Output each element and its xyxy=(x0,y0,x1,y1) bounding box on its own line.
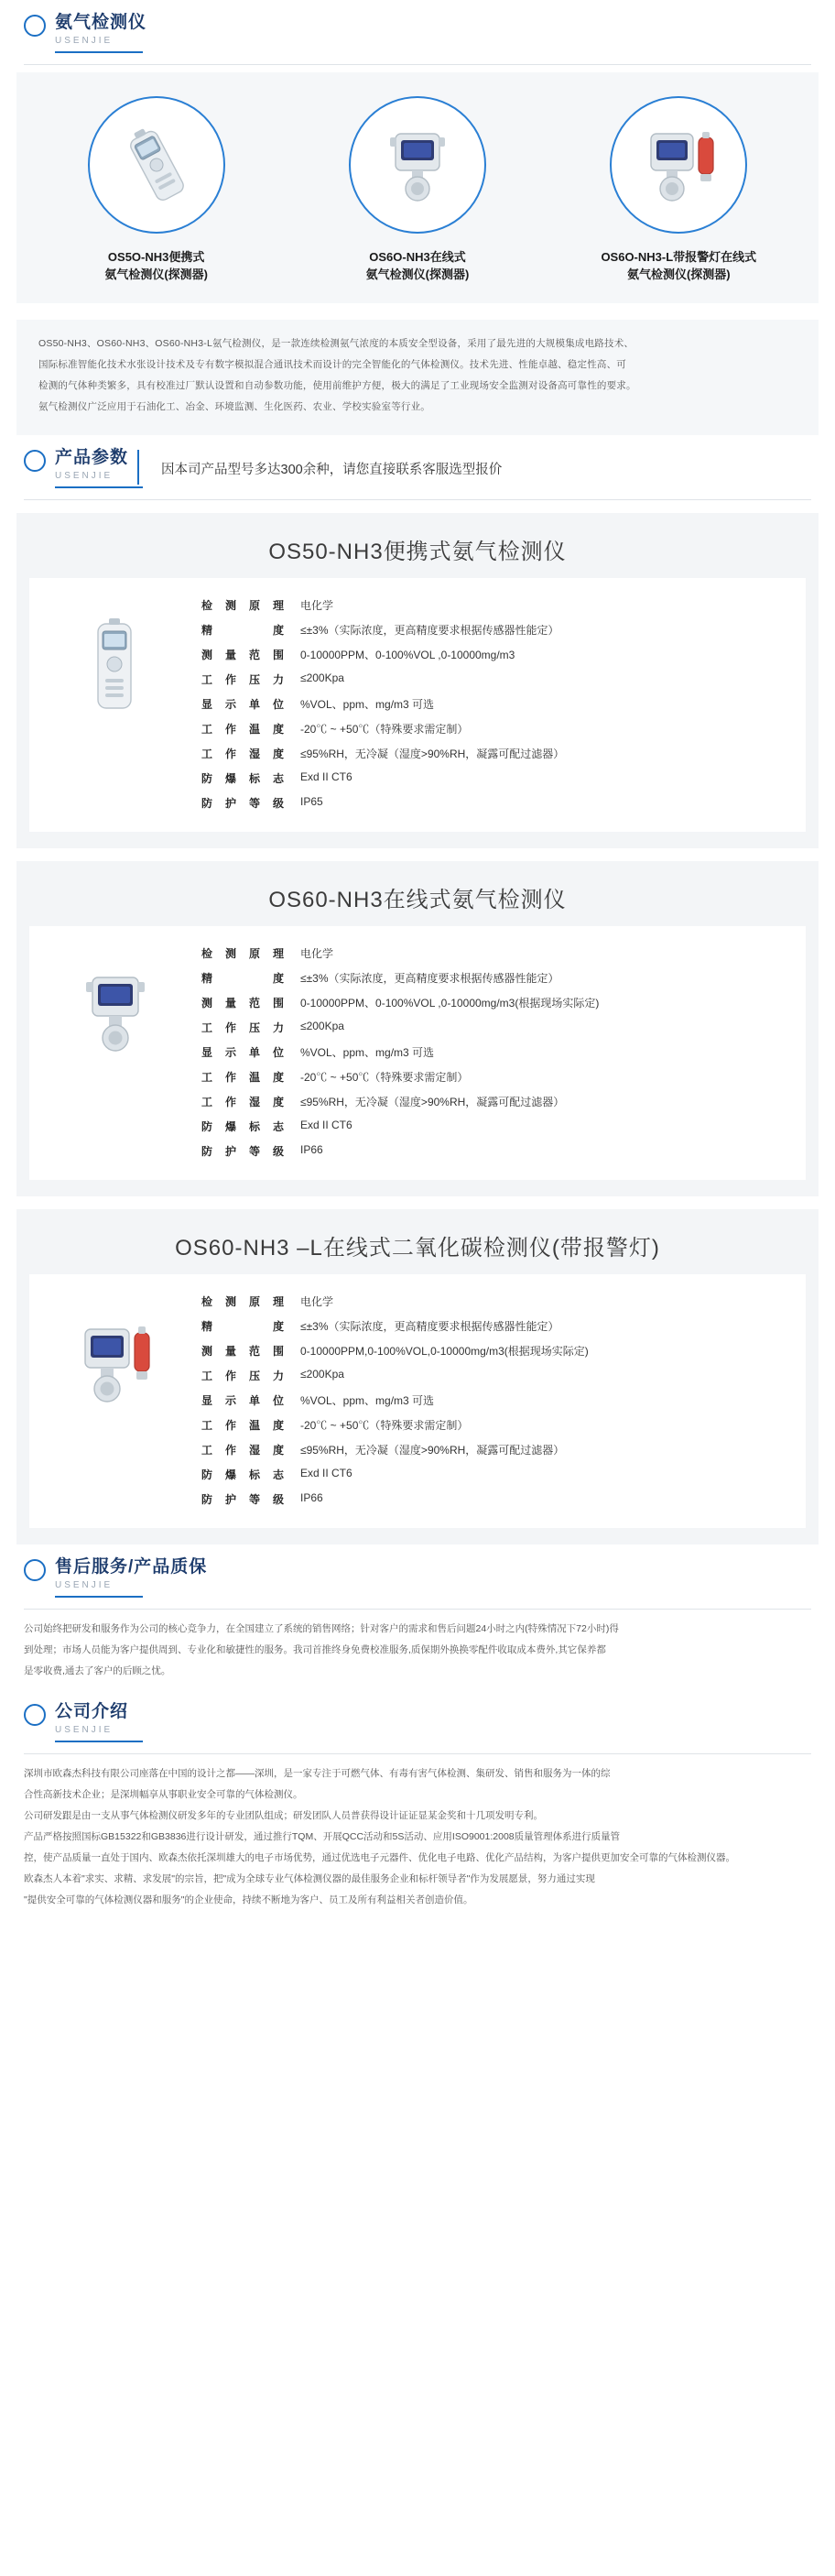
fixed-detector-alarm-icon xyxy=(61,1302,169,1448)
section-header-text xyxy=(55,1702,143,1742)
fixed-detector-icon xyxy=(363,110,472,220)
spec-value: %VOL、ppm、mg/m3 可选 xyxy=(300,1394,435,1407)
spec-value: IP66 xyxy=(300,1143,323,1156)
product-block xyxy=(16,513,819,848)
hero-row xyxy=(26,96,809,283)
spec-value: ≤95%RH，无冷凝（湿度>90%RH，凝露可配过滤器） xyxy=(300,1444,565,1457)
title-underline xyxy=(55,1596,143,1598)
spec-label: 工作压力 xyxy=(201,1370,284,1382)
spec-row xyxy=(201,617,564,642)
spec-row xyxy=(201,692,564,716)
spec-label: 防护等级 xyxy=(201,1493,284,1506)
bottom-spacer xyxy=(0,1918,835,1935)
hero-caption xyxy=(555,248,802,283)
spec-label: 防护等级 xyxy=(201,797,284,810)
spec-value: ≤±3%（实际浓度，更高精度要求根据传感器性能定） xyxy=(300,624,559,637)
section-header-text xyxy=(55,448,143,488)
spec-row xyxy=(201,741,564,766)
spec-value: ≤200Kpa xyxy=(300,671,344,684)
circle-icon xyxy=(24,1559,46,1581)
desc-line: 国际标准智能化技术水张设计技术及专有数字模拟混合通讯技术而设计的完全智能化的气体检测仪。技术先进、性能卓越、稳定性高、可 xyxy=(38,359,626,370)
spec-row xyxy=(201,1462,589,1487)
spec-value: 电化学 xyxy=(300,599,334,612)
spec-value: ≤±3%（实际浓度，更高精度要求根据传感器性能定） xyxy=(300,972,559,985)
spec-row xyxy=(201,1015,599,1040)
spec-label: 显示单位 xyxy=(201,698,284,711)
spec-value: 电化学 xyxy=(300,947,334,960)
spec-label: 显示单位 xyxy=(201,1394,284,1407)
spec-label: 测量范围 xyxy=(201,1345,284,1358)
hero-item-fixed-alarm[interactable] xyxy=(555,96,802,283)
fixed-detector-alarm-icon xyxy=(624,110,733,220)
product-image xyxy=(29,1289,201,1448)
company-line: 欧森杰人本着"求实、求精、求发展"的宗旨，把"成为全球专业气体检测仪器的最佳服务企业和标杆领导者"作为发展愿景，努力通过实现 xyxy=(24,1873,595,1884)
product-image xyxy=(29,941,201,1100)
hero-circle-frame xyxy=(610,96,747,234)
product-body xyxy=(29,926,806,1180)
hero-banner xyxy=(16,72,819,303)
spec-value: ≤200Kpa xyxy=(300,1020,344,1032)
params-note: 因本司产品型号多达300余种，请您直接联系客服选型报价 xyxy=(161,463,503,477)
hero-caption xyxy=(294,248,541,283)
spec-label: 精 度 xyxy=(201,1320,284,1333)
spec-value: 电化学 xyxy=(300,1295,334,1308)
service-line: 是零收费,通去了客户的后顾之忧。 xyxy=(24,1665,171,1676)
spec-row xyxy=(201,1413,589,1437)
section-header-text xyxy=(55,1557,207,1598)
spec-value: ≤95%RH，无冷凝（湿度>90%RH，凝露可配过滤器） xyxy=(300,748,565,760)
section-title: 公司介绍 xyxy=(55,1702,129,1721)
spec-value: 0-10000PPM,0-100%VOL,0-10000mg/m3(根据现场实际定) xyxy=(300,1345,589,1358)
hero-item-portable[interactable] xyxy=(33,96,280,283)
product-description xyxy=(16,320,819,435)
product-block xyxy=(16,861,819,1196)
product-image xyxy=(29,593,201,743)
section-header-text xyxy=(55,13,146,53)
spec-row xyxy=(201,1064,599,1089)
title-underline xyxy=(55,51,143,53)
spec-label: 工作温度 xyxy=(201,1419,284,1432)
spec-value: Exd II CT6 xyxy=(300,1119,352,1131)
header-divider xyxy=(24,64,811,65)
brand-subtitle: USENJIE xyxy=(55,36,114,46)
spec-value: IP66 xyxy=(300,1491,323,1504)
spec-label: 工作湿度 xyxy=(201,1444,284,1457)
hero-caption-line2: 氨气检测仪(探测器) xyxy=(626,267,731,281)
product-title: OS50-NH3便携式氨气检测仪 xyxy=(268,540,567,564)
desc-line: OS50-NH3、OS60-NH3、OS60-NH3-L氨气检测仪，是一款连续检测氨气浓度的本质安全型设备，采用了最先进的大规模集成电路技术、 xyxy=(38,338,634,349)
portable-detector-icon xyxy=(65,606,166,743)
spec-value: ≤200Kpa xyxy=(300,1368,344,1381)
hero-item-fixed[interactable] xyxy=(294,96,541,283)
spec-label: 精 度 xyxy=(201,624,284,637)
spec-table xyxy=(201,1289,589,1512)
spec-label: 检测原理 xyxy=(201,1295,284,1308)
spec-row xyxy=(201,1089,599,1114)
spec-table xyxy=(201,593,564,815)
company-line: 深圳市欧森杰科技有限公司座落在中国的设计之都——深圳，是一家专注于可燃气体、有毒有害气体检测、集研发、销售和服务为一体的综 xyxy=(24,1768,611,1779)
hero-caption-line1: OS6O-NH3在线式 xyxy=(369,250,466,264)
section-header-params-wrap xyxy=(0,435,835,494)
brand-subtitle: USENJIE xyxy=(55,1580,114,1590)
hero-circle-frame xyxy=(88,96,225,234)
spec-value: IP65 xyxy=(300,795,323,808)
header-divider xyxy=(24,499,811,500)
hero-circle-frame xyxy=(349,96,486,234)
brand-subtitle: USENJIE xyxy=(55,1725,114,1735)
spec-row xyxy=(201,593,564,617)
spec-value: Exd II CT6 xyxy=(300,1467,352,1479)
hero-caption-line1: OS6O-NH3-L带报警灯在线式 xyxy=(601,250,757,264)
spec-row xyxy=(201,941,599,966)
product-body xyxy=(29,578,806,832)
spec-label: 测量范围 xyxy=(201,997,284,1010)
spec-value: -20℃ ~ +50℃（特殊要求需定制） xyxy=(300,1419,469,1432)
spec-row xyxy=(201,791,564,815)
spec-label: 工作湿度 xyxy=(201,748,284,760)
spec-row xyxy=(201,966,599,990)
company-line: 公司研发跟是由一支从事气体检测仪研发多年的专业团队组成；研发团队人员普获得设计证证显某金奖和十几项发明专利。 xyxy=(24,1810,543,1821)
spec-value: %VOL、ppm、mg/m3 可选 xyxy=(300,1046,435,1059)
spec-value: -20℃ ~ +50℃（特殊要求需定制） xyxy=(300,1071,469,1084)
spec-row xyxy=(201,1363,589,1388)
spec-value: Exd II CT6 xyxy=(300,770,352,783)
section-header-company xyxy=(0,1689,835,1748)
desc-line: 检测的气体种类繁多，具有校准过厂默认设置和自动参数功能，使用前维护方便，极大的满足了工业现场安全监测对设备高可靠性的要求。 xyxy=(38,380,636,391)
spec-row xyxy=(201,766,564,791)
spec-row xyxy=(201,990,599,1015)
spec-value: ≤95%RH，无冷凝（湿度>90%RH，凝露可配过滤器） xyxy=(300,1096,565,1108)
company-line: 控，使产品质量一直处于国内、欧森杰依托深圳雄大的电子市场优势，通过优选电子元器件、优化电子电路、优化产品结构，为客户提供更加安全可靠的气体检测仪器。 xyxy=(24,1852,735,1863)
spec-label: 工作温度 xyxy=(201,723,284,736)
spec-row xyxy=(201,1114,599,1139)
spec-row xyxy=(201,1338,589,1363)
product-title: OS60-NH3在线式氨气检测仪 xyxy=(268,888,567,912)
spec-value: %VOL、ppm、mg/m3 可选 xyxy=(300,698,435,711)
spec-row xyxy=(201,1437,589,1462)
portable-detector-icon xyxy=(102,110,211,220)
product-body xyxy=(29,1274,806,1528)
spec-row xyxy=(201,667,564,692)
spec-row xyxy=(201,1040,599,1064)
spec-row xyxy=(201,716,564,741)
brand-subtitle: USENJIE xyxy=(55,471,114,481)
service-line: 公司始终把研发和服务作为公司的核心竞争力，在全国建立了系统的销售网络；针对客户的需求和售后问题24小时之内(特殊情况下72小时)得 xyxy=(24,1623,619,1634)
spec-label: 测量范围 xyxy=(201,649,284,661)
section-title: 产品参数 xyxy=(55,448,129,467)
circle-icon xyxy=(24,15,46,37)
hero-caption-line1: OS5O-NH3便携式 xyxy=(107,250,205,264)
desc-line: 氨气检测仪广泛应用于石油化工、冶金、环境监测、生化医药、农业、学校实验室等行业。 xyxy=(38,401,430,412)
spec-row xyxy=(201,1289,589,1314)
company-line: "提供安全可靠的气体检测仪器和服务"的企业使命，持续不断地为客户、员工及所有利益相关者创造价值。 xyxy=(24,1894,473,1905)
spec-label: 工作压力 xyxy=(201,673,284,686)
title-underline xyxy=(55,1741,143,1742)
spec-label: 检测原理 xyxy=(201,947,284,960)
page-title: 氨气检测仪 xyxy=(55,13,147,32)
spec-value: -20℃ ~ +50℃（特殊要求需定制） xyxy=(300,723,469,736)
spec-row xyxy=(201,1314,589,1338)
hero-caption-line2: 氨气检测仪(探测器) xyxy=(365,267,470,281)
section-title: 售后服务/产品质保 xyxy=(55,1557,208,1577)
spec-label: 显示单位 xyxy=(201,1046,284,1059)
spec-value: 0-10000PPM、0-100%VOL ,0-10000mg/m3(根据现场实际定) xyxy=(300,997,600,1010)
spec-label: 防护等级 xyxy=(201,1145,284,1158)
spec-label: 防爆标志 xyxy=(201,772,284,785)
spec-label: 防爆标志 xyxy=(201,1468,284,1481)
spec-label: 精 度 xyxy=(201,972,284,985)
spec-row xyxy=(201,1139,599,1163)
hero-caption-line2: 氨气检测仪(探测器) xyxy=(104,267,208,281)
service-text xyxy=(0,1610,835,1689)
vertical-separator xyxy=(137,450,139,485)
section-header-top xyxy=(0,0,835,59)
spec-label: 工作温度 xyxy=(201,1071,284,1084)
spec-value: ≤±3%（实际浓度，更高精度要求根据传感器性能定） xyxy=(300,1320,559,1333)
spec-row xyxy=(201,642,564,667)
product-block xyxy=(16,1209,819,1545)
spec-table xyxy=(201,941,599,1163)
section-header-service xyxy=(0,1545,835,1603)
circle-icon xyxy=(24,450,46,472)
spec-label: 检测原理 xyxy=(201,599,284,612)
spec-label: 防爆标志 xyxy=(201,1120,284,1133)
company-line: 合性高新技术企业；是深圳幅享从事职业安全可靠的气体检测仪。 xyxy=(24,1789,303,1800)
spec-value: 0-10000PPM、0-100%VOL ,0-10000mg/m3 xyxy=(300,649,515,661)
company-line: 产品严格按照国标GB15322和GB3836进行设计研发，通过推行TQM、开展QCC活动和5S活动、应用ISO9001:2008质量管理体系进行质量管 xyxy=(24,1831,621,1842)
title-underline xyxy=(55,486,143,488)
spec-row xyxy=(201,1487,589,1512)
company-text xyxy=(0,1754,835,1918)
spec-label: 工作压力 xyxy=(201,1021,284,1034)
fixed-detector-icon xyxy=(65,954,166,1100)
spec-label: 工作湿度 xyxy=(201,1096,284,1108)
spec-row xyxy=(201,1388,589,1413)
circle-icon xyxy=(24,1704,46,1726)
service-line: 到处理；市场人员能为客户提供周到、专业化和敏捷性的服务。我司首推终身免费校准服务,质保期外换换零配件收取成本费外,其它保养都 xyxy=(24,1644,606,1655)
product-title: OS60-NH3 –L在线式二氧化碳检测仪(带报警灯) xyxy=(175,1236,660,1261)
hero-caption xyxy=(33,248,280,283)
